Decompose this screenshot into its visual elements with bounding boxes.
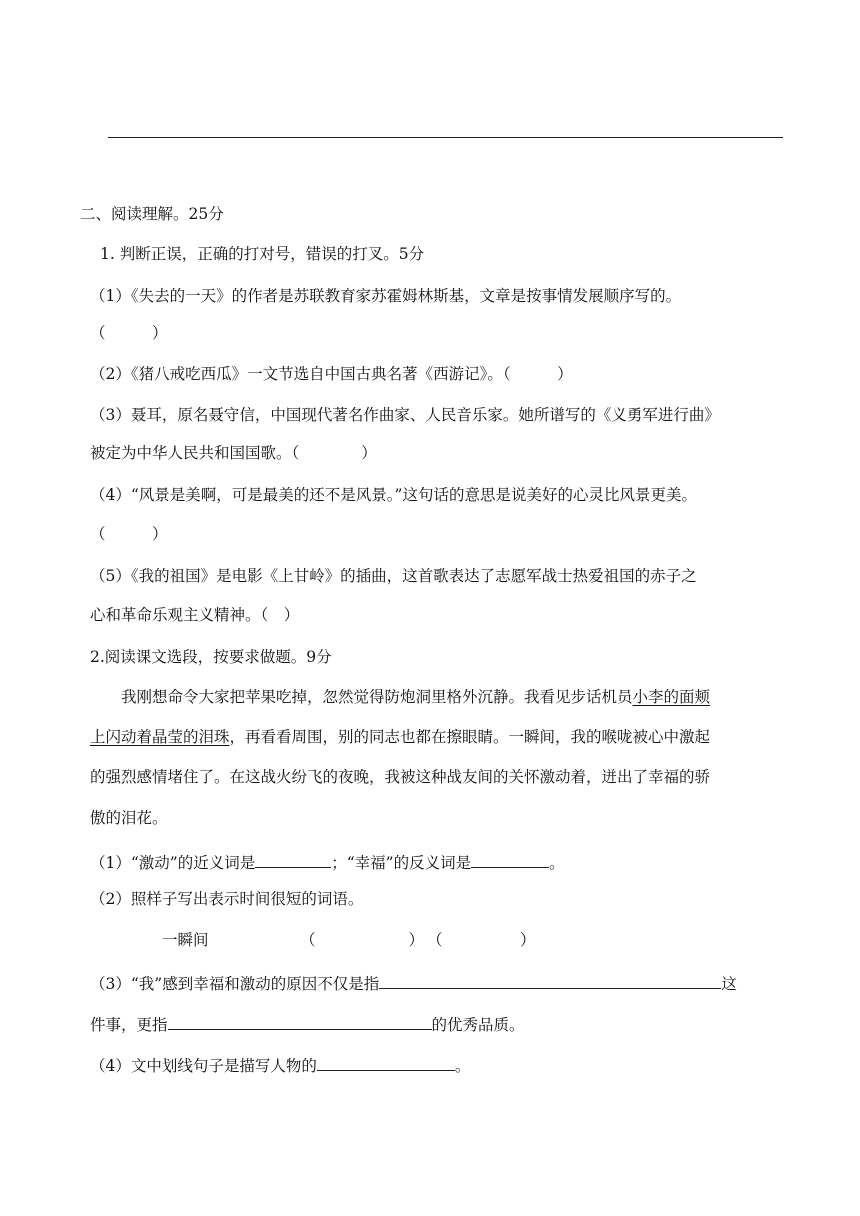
header-rule: [108, 137, 783, 138]
underlined-sentence: 上闪动着晶莹的泪珠: [90, 728, 230, 746]
sub4: [90, 1053, 470, 1076]
q1-item2: （2）《猪八戒吃西瓜》一文节选自中国古典名著《西游记》。（ ）: [90, 365, 573, 383]
sub2-blank-2[interactable]: （ ）: [427, 931, 536, 949]
section-title: 二、阅读理解。25分: [80, 205, 224, 223]
synonym-blank[interactable]: [255, 850, 331, 868]
q1-title: 1. 判断正误，正确的打对号，错误的打叉。5分: [100, 245, 425, 263]
passage-text: 我刚想命令大家把苹果吃掉，忽然觉得防炮洞里格外沉静。我看见步话机员: [121, 688, 633, 706]
passage-line-3: 的强烈感情堵住了。在这战火纷飞的夜晚，我被这种战友间的关怀激动着，迸出了幸福的骄: [90, 768, 711, 786]
sub1: [90, 850, 565, 873]
sub3-line-1: [90, 971, 737, 994]
underlined-sentence: 小李的面颊: [632, 688, 711, 706]
sub1-label-b: ；“幸福”的反义词是: [331, 854, 472, 872]
sub4-label-a: （4）文中划线句子是描写人物的: [90, 1057, 317, 1075]
sub1-label-a: （1）“激动”的近义词是: [90, 854, 256, 872]
q1-item5-line1: （5）《我的祖国》是电影《上甘岭》的插曲，这首歌表达了志愿军战士热爱祖国的赤子之: [90, 567, 697, 585]
sub1-label-c: 。: [549, 854, 565, 872]
q2-title: 2.阅读课文选段，按要求做题。9分: [90, 648, 332, 666]
reason-event-blank[interactable]: [379, 971, 721, 989]
q1-item4-line1: （4）“风景是美啊，可是最美的还不是风景。”这句话的意思是说美好的心灵比风景更美。: [90, 486, 697, 504]
sub3-label-d: 的优秀品质。: [431, 1016, 525, 1034]
sub2-title: （2）照样子写出表示时间很短的词语。: [90, 890, 364, 908]
q1-item3-line1: （3）聂耳，原名聂守信，中国现代著名作曲家、人民音乐家。她所谱写的《义勇军进行曲》: [90, 406, 720, 424]
sub2-blank-1[interactable]: （ ）: [300, 931, 425, 949]
q1-item3-line2: 被定为中华人民共和国国歌。（ ）: [90, 444, 377, 462]
passage-line-4: 傲的泪花。: [90, 809, 168, 827]
passage-line-1: [121, 687, 710, 707]
description-blank[interactable]: [317, 1053, 455, 1071]
antonym-blank[interactable]: [471, 850, 549, 868]
q1-item5-line2: 心和革命乐观主义精神。（ ）: [90, 606, 300, 624]
passage-text: ，再看看周围，别的同志也都在擦眼睛。一瞬间，我的喉咙被心中激起: [229, 728, 711, 746]
q1-item1-answer: （ ）: [90, 324, 168, 342]
passage-line-2: [90, 727, 710, 747]
sub3-line-2: [90, 1012, 525, 1035]
q1-item1-line1: （1）《失去的一天》的作者是苏联教育家苏霍姆林斯基，文章是按事情发展顺序写的。: [90, 287, 682, 305]
sub4-label-b: 。: [454, 1057, 471, 1075]
sub3-label-a: （3）“我”感到幸福和激动的原因不仅是指: [90, 975, 380, 993]
q1-item4-answer: （ ）: [90, 525, 168, 543]
sub3-label-b: 这: [721, 975, 737, 993]
quality-blank[interactable]: [168, 1012, 432, 1030]
sub3-label-c: 件事，更指: [90, 1016, 168, 1034]
sub2-example: 一瞬间: [162, 931, 209, 949]
